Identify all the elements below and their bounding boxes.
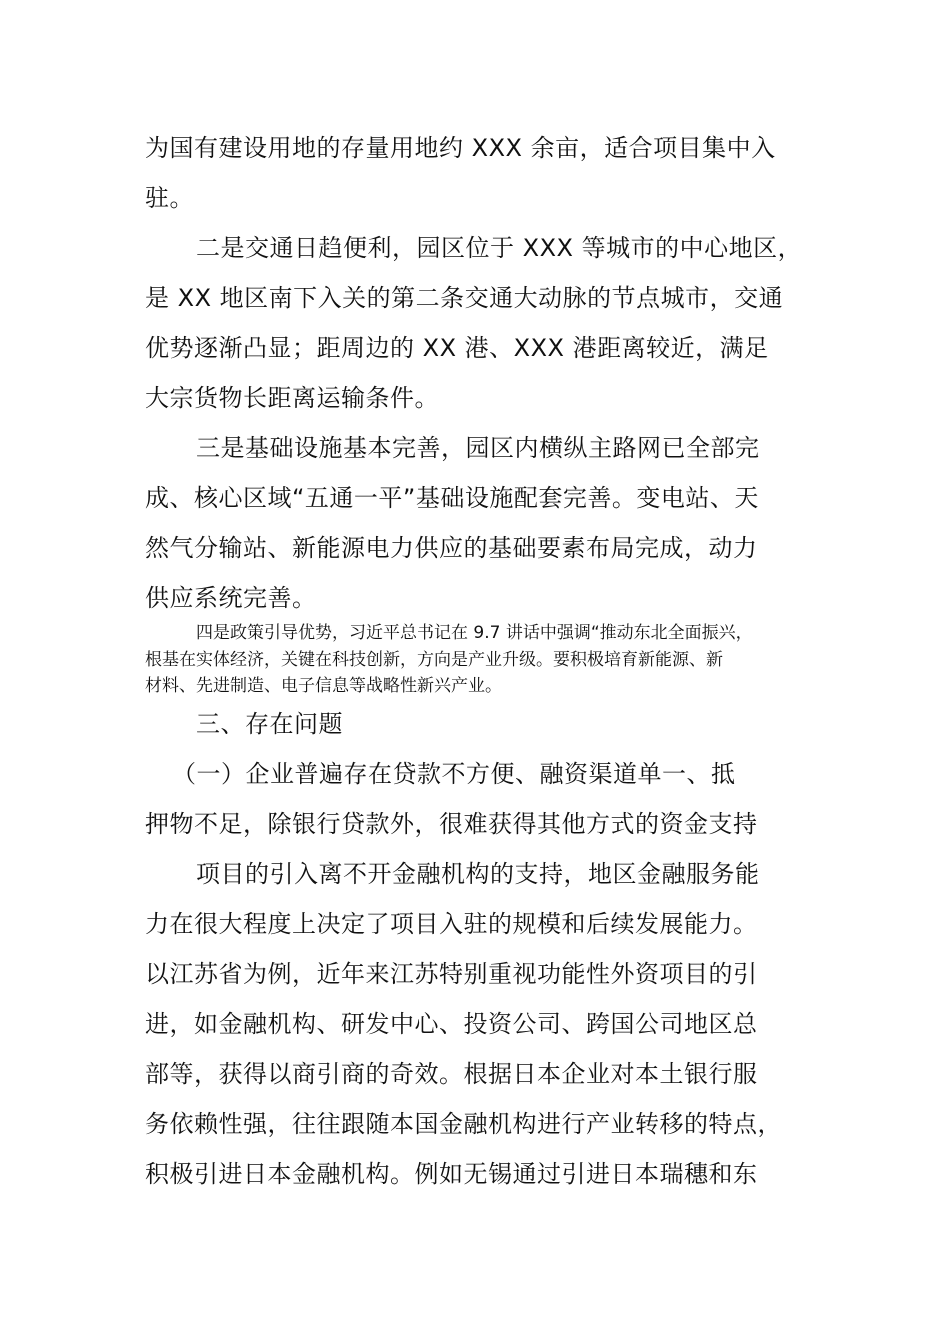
text-line: 进，如金融机构、研发中心、投资公司、跨国公司地区总 bbox=[145, 1010, 758, 1038]
text-line: 力在很大程度上决定了项目入驻的规模和后续发展能力。 bbox=[145, 910, 758, 938]
text-line: 部等，获得以商引商的奇效。根据日本企业对本土银行服 bbox=[145, 1060, 758, 1088]
text-line: 为国有建设用地的存量用地约 XXX 余亩，适合项目集中入 bbox=[145, 134, 776, 162]
text-line: 成、核心区域“五通一平”基础设施配套完善。变电站、天 bbox=[145, 484, 759, 512]
text-line: 优势逐渐凸显；距周边的 XX 港、XXX 港距离较近，满足 bbox=[145, 334, 769, 362]
text-line: 积极引进日本金融机构。例如无锡通过引进日本瑞穗和东 bbox=[145, 1160, 758, 1188]
small-text-line: 材料、先进制造、电子信息等战略性新兴产业。 bbox=[145, 676, 502, 696]
text-line: 三是基础设施基本完善，园区内横纵主路网已全部完 bbox=[196, 434, 760, 462]
small-text-line: 根基在实体经济，关键在科技创新，方向是产业升级。要积极培育新能源、新 bbox=[145, 650, 723, 670]
section-heading: 三、存在问题 bbox=[196, 710, 343, 738]
text-line: 驻。 bbox=[145, 184, 194, 212]
text-line: 大宗货物长距离运输条件。 bbox=[145, 384, 439, 412]
text-line: 然气分输站、新能源电力供应的基础要素布局完成，动力 bbox=[145, 534, 758, 562]
text-line: 务依赖性强，往往跟随本国金融机构进行产业转移的特点， bbox=[145, 1110, 782, 1138]
text-line: 押物不足，除银行贷款外，很难获得其他方式的资金支持 bbox=[145, 810, 758, 838]
text-line: 项目的引入离不开金融机构的支持，地区金融服务能 bbox=[196, 860, 760, 888]
subsection-heading: （一）企业普遍存在贷款不方便、融资渠道单一、抵 bbox=[172, 760, 736, 788]
text-line: 是 XX 地区南下入关的第二条交通大动脉的节点城市，交通 bbox=[145, 284, 784, 312]
small-text-line: 四是政策引导优势，习近平总书记在 9.7 讲话中强调“推动东北全面振兴， bbox=[196, 623, 753, 643]
text-line: 供应系统完善。 bbox=[145, 584, 317, 612]
text-line: 以江苏省为例，近年来江苏特别重视功能性外资项目的引 bbox=[145, 960, 758, 988]
text-line: 二是交通日趋便利，园区位于 XXX 等城市的中心地区， bbox=[196, 234, 803, 262]
